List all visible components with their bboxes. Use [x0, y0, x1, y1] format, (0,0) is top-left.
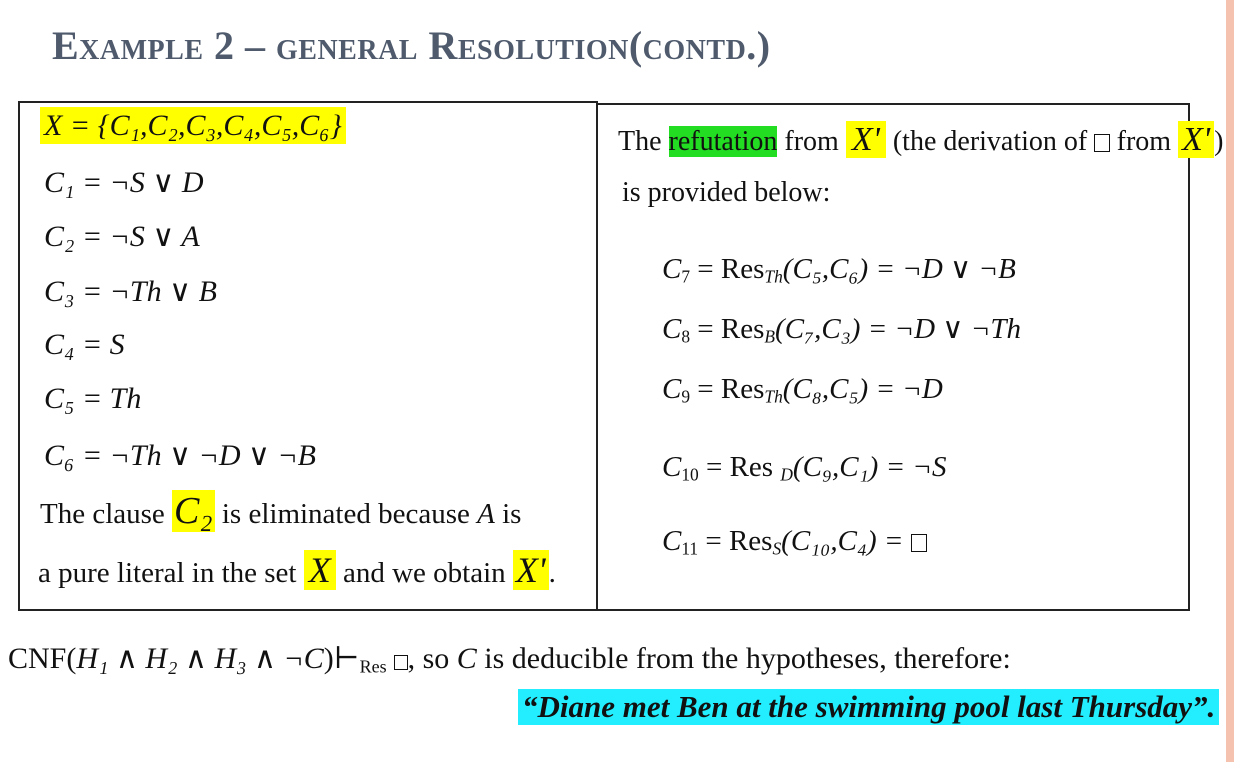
- res-operator: Res: [720, 373, 765, 405]
- resolved-literal: D: [780, 464, 793, 485]
- text-fragment: a pure literal in the set: [38, 557, 304, 589]
- text-fragment: and we obtain: [335, 557, 513, 589]
- refutation-highlight: refutation: [668, 126, 778, 157]
- slide-title: Example 2 – general Resolution(contd.): [52, 23, 771, 68]
- res-arguments: (C₁₀,C₄): [781, 525, 877, 557]
- literal-a: A: [477, 498, 495, 530]
- res-subscript: Res: [359, 656, 387, 677]
- text-fragment: , so: [407, 642, 457, 675]
- resolved-literal: B: [764, 326, 776, 347]
- refutation-intro-line2: is provided below:: [622, 177, 831, 208]
- elimination-text-line1: [40, 489, 521, 533]
- conclusion-area: [0, 631, 1216, 739]
- clause-symbol: C: [662, 373, 682, 405]
- turnstile: )⊢: [323, 642, 360, 675]
- clause-symbol: C: [662, 313, 682, 345]
- clause-index: 9: [681, 386, 691, 407]
- set-x-prime-highlight: X': [846, 121, 886, 158]
- text-fragment: ): [1214, 126, 1224, 157]
- set-x-definition: [40, 109, 346, 143]
- resolved-literal: Th: [764, 386, 783, 407]
- resolved-literal: S: [772, 538, 782, 559]
- clause-index: 8: [681, 326, 691, 347]
- clause-c1: C₁ = ¬S ∨ D: [44, 166, 204, 199]
- text-fragment: The: [618, 126, 669, 157]
- res-operator: Res: [720, 253, 765, 285]
- cnf-conclusion-line: [8, 641, 1011, 678]
- slide-edge-stripe: [1226, 0, 1234, 762]
- text-fragment: The clause: [40, 498, 173, 530]
- clause-index: 7: [681, 266, 691, 287]
- res-operator: Res: [720, 313, 765, 345]
- res-operator: Res: [729, 451, 781, 483]
- clause-c3: C₃ = ¬Th ∨ B: [44, 275, 217, 308]
- set-x-prime-highlight: X': [513, 550, 549, 590]
- empty-clause-box-icon: [911, 534, 927, 552]
- clause-index: 10: [681, 464, 699, 485]
- text-fragment: from: [1109, 126, 1179, 157]
- text-fragment: CNF(: [8, 642, 77, 675]
- derivation-c7: $C_7 = Res_{Th}(C_5,C_6)$ = ¬D ∨ ¬B: [662, 253, 1016, 287]
- clause-c5: C₅ = Th: [44, 382, 142, 415]
- clause-index: 11: [681, 538, 699, 559]
- resolved-literal: Th: [764, 266, 783, 287]
- text-fragment: (the derivation of: [885, 126, 1095, 157]
- clause-c6: C₆ = ¬Th ∨ ¬D ∨ ¬B: [44, 439, 317, 472]
- empty-clause-box-icon: [394, 655, 408, 670]
- resolvent: = ¬D ∨ ¬B: [875, 253, 1016, 285]
- resolvent: = ¬D ∨ ¬Th: [867, 313, 1021, 345]
- res-arguments: (C₉,C₁): [792, 451, 879, 483]
- derivation-c9: $C_9 = Res_{Th}(C_8,C_5)$ = ¬D: [662, 373, 943, 407]
- refutation-intro-line1: [618, 121, 1223, 159]
- clause-symbol: C: [662, 253, 682, 285]
- res-arguments: (C₇,C₃): [775, 313, 861, 345]
- derivation-c10: $C_{10}$ = Res $_D$(C₉,C₁) = ¬S: [662, 451, 947, 485]
- refutation-panel: [596, 103, 1224, 611]
- set-x-highlight-inline: X: [304, 550, 336, 590]
- text-fragment: from: [777, 126, 846, 157]
- set-x-highlight: X = {C₁,C₂,C₃,C₄,C₅,C₆}: [40, 107, 346, 144]
- clause-symbol: C: [662, 525, 682, 557]
- cnf-formula: H₁ ∧ H₂ ∧ H₃ ∧ ¬C: [76, 642, 324, 675]
- clause-c4: C₄ = S: [44, 328, 125, 361]
- derivation-c11: $C_{11} = Res_S(C_{10},C_4)$ =: [662, 525, 927, 559]
- derivation-c8: $C_8 = Res_B(C_7,C_3)$ = ¬D ∨ ¬Th: [662, 313, 1021, 347]
- resolvent: = ¬D: [875, 373, 943, 405]
- text-fragment: is deducible from the hypotheses, therefore:: [476, 642, 1011, 675]
- empty-clause-box-icon: [1094, 134, 1109, 151]
- clause-c2-highlight: C₂: [174, 490, 213, 532]
- conclusion-quote: “Diane met Ben at the swimming pool last Thursday”.: [518, 689, 1219, 725]
- conclusion-c: C: [456, 642, 477, 675]
- res-arguments: (C₅,C₆): [782, 253, 869, 285]
- text-fragment: .: [548, 557, 556, 589]
- text-fragment: is: [494, 498, 522, 530]
- text-fragment: is eliminated because: [214, 498, 478, 530]
- clause-set-panel: [18, 101, 598, 611]
- elimination-text-line2: [38, 549, 556, 591]
- clause-symbol: C: [662, 451, 682, 483]
- resolvent: = ¬S: [885, 451, 947, 483]
- clause-c2: C₂ = ¬S ∨ A: [44, 220, 200, 253]
- res-arguments: (C₈,C₅): [782, 373, 869, 405]
- res-operator: Res: [728, 525, 773, 557]
- resolvent: =: [883, 525, 911, 557]
- set-x-prime-highlight: X': [1178, 121, 1214, 158]
